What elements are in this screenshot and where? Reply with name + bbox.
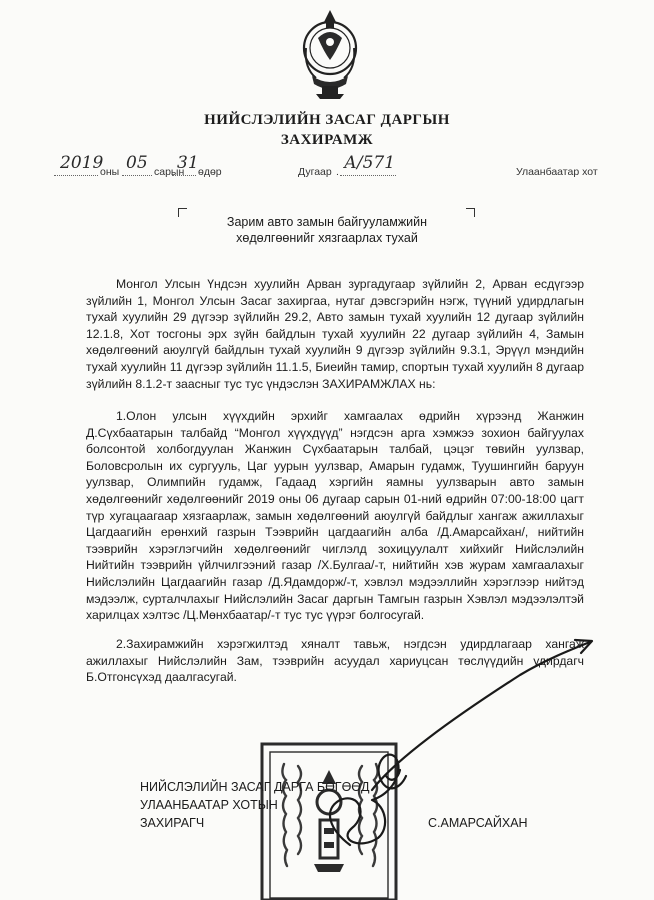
number-underline bbox=[340, 175, 396, 176]
order-item-2: 2.Захирамжийн хэрэгжилтэд хяналт тавьж, нэгдсэн удирдлагаар хангаж ажиллахыг Нийслэлийн Зам, тээврийн асуудал хариуцсан төслүүдийн удирдагч Б.Отгонсүхэд даалгасугай. bbox=[86, 637, 584, 685]
state-emblem-icon bbox=[302, 8, 358, 100]
date-month: 05 bbox=[126, 153, 148, 173]
date-year-label: оны bbox=[100, 166, 120, 178]
date-day: 31 bbox=[177, 153, 199, 173]
document-page: НИЙСЛЭЛИЙН ЗАСАГ ДАРГЫН ЗАХИРАМЖ 2019 оны 05 сарын 31 өдөр Дугаар . А/571 Улаанбаатар хот Зарим авто замын байгууламжийн хөдөлгөөнийг хязгаарлах тухай Монгол Улсын Үндсэн хуулийн Арван зургадугаар зүйлийн 2, Арван есдүгээр зүйлийн 1, Монгол Улсын Засаг захиргаа, нутаг дэвсгэрийн нэгж, түүний удирдлагын тухай хуулийн 29 дүгээр зүйлийн 29.2, Авто замын тухай хуулийн 12 дугаар зүйлийн 12.1.8, Хот тосгоны эрх зүйн байдлын тухай хуулийн 22 дугаар зүйлийн 4, Замын хөдөлгөөний аюулгүй байдлын тухай хуулийн 9 дүгээр зүйлийн 9.3.1, Эрүүл мэндийн тухай хуулийн 11 дүгээр зүйлийн 11.1.5, Биеийн тамир, спортын тухай хуулийн 8 дугаар зүйлийн 8.1.2-т заасныг тус тус үндэслэн ЗАХИРАМЖЛАХ нь: 1.Олон улсын хүүхдийн эрхийг хамгаалах өдрийн хүрээнд Жанжин Д.Сүхбаатарын талбайд “Монгол хүүхдүүд” нэгдсэн арга хэмжээ зохион байгуулах болсонтой холбогдуулан Жанжин Сүхбаатарын талбай, цэцэг төвийн уулзвар, Боловсролын их сургууль, Цаг уурын уулзвар, Амарын гудамж, Туушингийн баруун уулзвар, Олимпийн гудамж, Гадаад хэргийн яамны уулзварын авто замын хөдөлгөөнийг хөдөлгөөнийг 2019 оны 06 дугаар сарын 01-ний өдрийн 07:00-18:00 цагт түр хугацаагаар хязгаарлаж, замын хөдөлгөөний аюулгүй байдлыг хангаж ажиллахыг Цагдаагийн ерөнхий газрын Тээврийн цагдаагийн алба /Д.Амарсайхан/, нийтийн тээврийн хэрэглэгчийн хөдөлгөөнийг чиглэлд зохицуулалт хийхийг Нийслэлийн Нийтийн тээврийн үйлчилгээний газар /Х.Булгаа/-т, нийтийн хэв журам хамгаалахыг Нийслэлийн Цагдаагийн газар /Д.Ядамдорж/-т, хэвлэл мэдээллийн хэрэглээр нийтэд мэдээлж, сурталчлахыг Нийслэлийн Засаг даргын Тамгын газрын Хэвлэл мэдээлэлтэй харилцах хэлтэс /Ц.Мөнхбаатар/-т тус тус үүрэг болгосугай. 2.Захирамжийн хэрэгжилтэд хяналт тавьж, нэгдсэн удирдлагаар хангаж ажиллахыг Нийслэлийн Зам, тээврийн асуудал хариуцсан төслүүдийн удирдагч Б.Отгонсүхэд даалгасугай. НИЙСЛЭЛИЙН ЗАСАГ ДАРГА БӨГӨӨД УЛААНБААТАР ХОТЫН ЗАХИРАГЧ С.АМАРСАЙХАН bbox=[0, 0, 654, 900]
document-title-line1: Зарим авто замын байгууламжийн bbox=[226, 215, 428, 229]
number-label: Дугаар bbox=[298, 166, 332, 178]
preamble-paragraph: Монгол Улсын Үндсэн хуулийн Арван зургадугаар зүйлийн 2, Арван есдүгээр зүйлийн 1, Монгол Улсын Засаг захиргаа, нутаг дэвсгэрийн нэгж, түүний удирдлагын тухай хуулийн 29 дүгээр зүйлийн 29.2, Авто замын тухай хуулийн 12 дугаар зүйлийн 12.1.8, Хот тосгоны эрх зүйн байдлын тухай хуулийн 22 дугаар зүйлийн 4, Замын хөдөлгөөний аюулгүй байдлын тухай хуулийн 9 дүгээр зүйлийн 9.3.1, Эрүүл мэндийн тухай хуулийн 11 дүгээр зүйлийн 11.1.5, Биеийн тамир, спортын тухай хуулийн 8 дугаар зүйлийн 8.1.2-т заасныг тус тус үндэслэн ЗАХИРАМЖЛАХ нь: bbox=[86, 277, 584, 391]
date-year: 2019 bbox=[60, 153, 104, 173]
signatory-name: С.АМАРСАЙХАН bbox=[428, 816, 528, 830]
signatory-title-line2: УЛААНБААТАР ХОТЫН bbox=[140, 798, 278, 812]
order-item-1: 1.Олон улсын хүүхдийн эрхийг хамгаалах өдрийн хүрээнд Жанжин Д.Сүхбаатарын талбайд “Монгол хүүхдүүд” нэгдсэн арга хэмжээ зохион байгуулах болсонтой холбогдуулан Жанжин Сүхбаатарын талбай, цэцэг төвийн уулзвар, Боловсролын их сургууль, Цаг уурын уулзвар, Амарын гудамж, Туушингийн баруун уулзвар, Олимпийн гудамж, Гадаад хэргийн яамны уулзварын авто замын хөдөлгөөнийг хөдөлгөөнийг 2019 оны 06 дугаар сарын 01-ний өдрийн 07:00-18:00 цагт түр хугацаагаар хязгаарлаж, замын хөдөлгөөний аюулгүй байдлыг хангаж ажиллахыг Цагдаагийн ерөнхий газрын Тээврийн цагдаагийн алба /Д.Амарсайхан/, нийтийн тээврийн хэрэглэгчийн хөдөлгөөнийг чиглэлд зохицуулалт хийхийг Нийслэлийн Нийтийн тээврийн үйлчилгээний газар /Х.Булгаа/-т, нийтийн хэв журам хамгаалахыг Нийслэлийн Цагдаагийн газар /Д.Ядамдорж/-т, хэвлэл мэдээллийн хэрэглээр нийтэд мэдээлж, сурталчлахыг Нийслэлийн Засаг даргын Тамгын газрын Хэвлэл мэдээлэлтэй харилцах хэлтэс /Ц.Мөнхбаатар/-т тус тус үүрэг болгосугай. bbox=[86, 409, 584, 623]
document-title-line2: хөдөлгөөнийг хязгаарлах тухай bbox=[236, 231, 418, 245]
place-of-issue: Улаанбаатар хот bbox=[516, 166, 598, 178]
date-month-label: сарын bbox=[154, 166, 185, 178]
document-type: ЗАХИРАМЖ bbox=[280, 132, 374, 148]
year-underline bbox=[54, 175, 98, 176]
organization-name: НИЙСЛЭЛИЙН ЗАСАГ ДАРГЫН bbox=[204, 112, 450, 128]
month-underline bbox=[122, 175, 152, 176]
date-day-label: өдөр bbox=[198, 166, 222, 178]
day-underline bbox=[172, 175, 196, 176]
signatory-title-line1: НИЙСЛЭЛИЙН ЗАСАГ ДАРГА БӨГӨӨД bbox=[140, 780, 370, 794]
official-seal-stamp bbox=[258, 740, 400, 900]
document-number: А/571 bbox=[344, 153, 396, 173]
signatory-title-line3: ЗАХИРАГЧ bbox=[140, 816, 205, 830]
